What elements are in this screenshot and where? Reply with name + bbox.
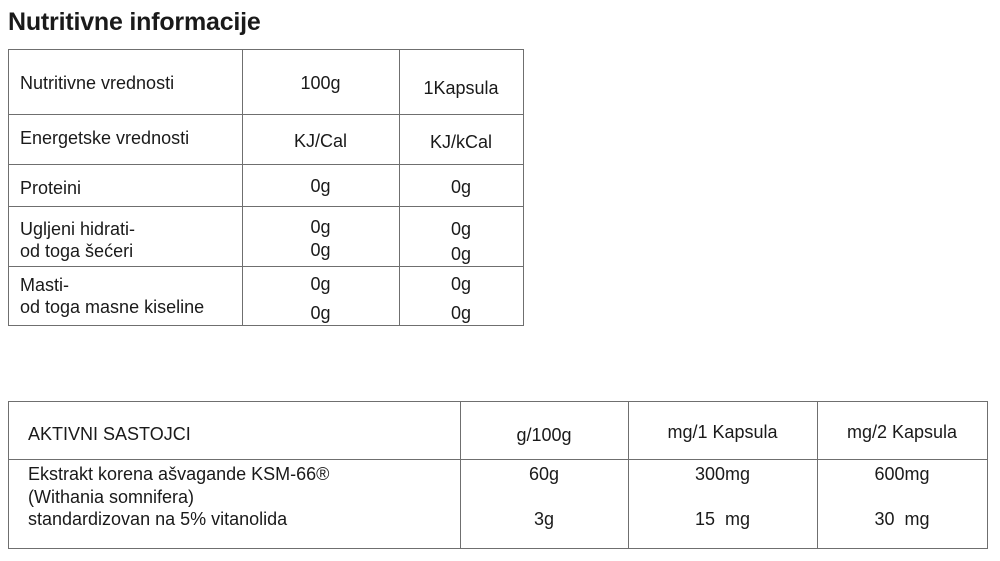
nutrition-label: Ugljeni hidrati-	[20, 219, 136, 239]
nutrition-value-100g: 0g	[310, 176, 331, 196]
vitanolide-mg-per-2-capsule: 30 mg	[874, 509, 930, 529]
nutrition-value-100g: 0g	[310, 303, 331, 323]
nutrition-value-capsule: 0g	[450, 244, 472, 264]
row-divider	[9, 114, 523, 115]
nutrition-value-capsule: 0g	[450, 303, 472, 323]
nutrition-label: Proteini	[20, 178, 82, 198]
ingredient-g-per-100g: 60g	[528, 464, 560, 484]
nutrition-value-capsule: KJ/kCal	[429, 132, 492, 152]
nutrition-value-100g: 0g	[310, 217, 331, 237]
row-divider	[9, 266, 523, 267]
ingredient-latin-name: (Withania somnifera)	[28, 487, 195, 507]
header-divider	[9, 459, 987, 460]
header-mg-per-2-capsule: mg/2 Kapsula	[846, 422, 958, 442]
header-active-ingredients: AKTIVNI SASTOJCI	[28, 424, 191, 444]
nutrition-label: Nutritivne vrednosti	[20, 73, 175, 93]
nutrition-value-capsule: 0g	[450, 177, 472, 197]
row-divider	[9, 164, 523, 165]
nutrition-value-capsule: 1Kapsula	[423, 78, 499, 98]
nutrition-value-capsule: 0g	[450, 274, 472, 294]
nutrition-label: Energetske vrednosti	[20, 128, 190, 148]
nutrition-value-100g: 100g	[300, 73, 341, 93]
nutrition-value-100g: 0g	[310, 274, 331, 294]
ingredient-name: Ekstrakt korena ašvagande KSM-66®	[28, 464, 330, 484]
header-g-per-100g: g/100g	[516, 425, 572, 445]
nutrition-value-100g: 0g	[310, 240, 331, 260]
ingredient-mg-per-2-capsule: 600mg	[874, 464, 930, 484]
vitanolide-g-per-100g: 3g	[533, 509, 555, 529]
page-title: Nutritivne informacije	[8, 8, 261, 36]
nutrition-sublabel: od toga masne kiseline	[20, 297, 205, 317]
header-mg-per-1-capsule: mg/1 Kapsula	[667, 422, 778, 442]
active-ingredients-table	[8, 401, 988, 549]
ingredient-mg-per-1-capsule: 300mg	[694, 464, 751, 484]
nutrition-value-100g: KJ/Cal	[293, 131, 347, 151]
vitanolide-mg-per-1-capsule: 15 mg	[694, 509, 751, 529]
nutrition-value-capsule: 0g	[450, 219, 472, 239]
nutrition-sublabel: od toga šećeri	[20, 241, 134, 261]
nutrition-table	[8, 49, 524, 326]
row-divider	[9, 206, 523, 207]
nutrition-label: Masti-	[20, 275, 69, 295]
ingredient-standardization: standardizovan na 5% vitanolida	[28, 509, 288, 529]
